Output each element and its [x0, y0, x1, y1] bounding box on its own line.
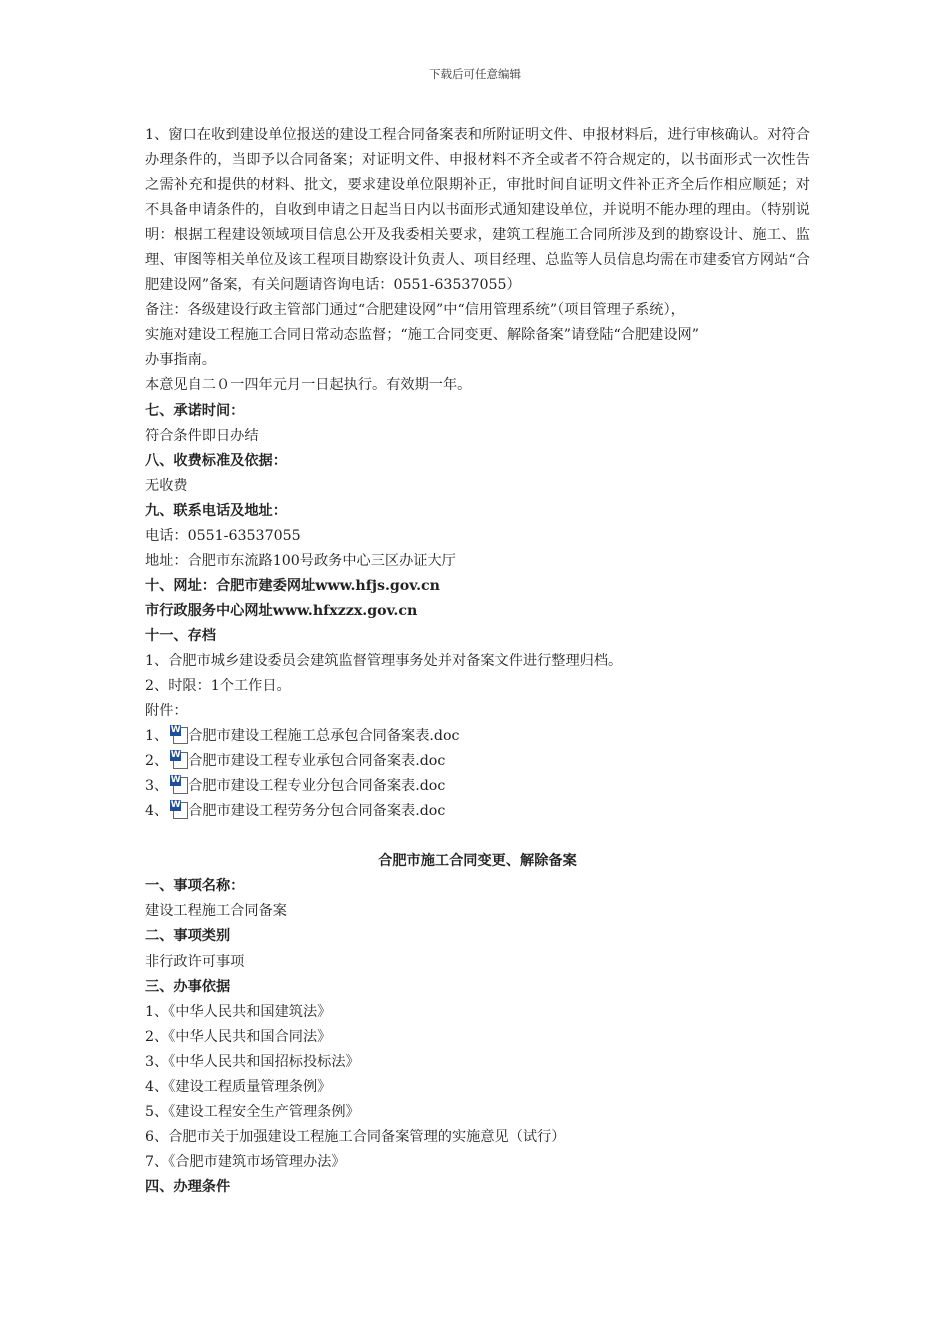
word-doc-icon[interactable]: W: [170, 775, 188, 793]
section-heading: 二、事项类别: [145, 928, 231, 945]
website-line: 十、网址：合肥市建委网址www.hfjs.gov.cn: [145, 577, 440, 594]
attachment-number: 3、: [145, 778, 169, 795]
note-line: 办事指南。: [145, 352, 216, 369]
attachment-number: 4、: [145, 803, 169, 820]
basis-item: 2、《中华人民共和国合同法》: [145, 1028, 332, 1045]
word-doc-icon[interactable]: W: [170, 725, 188, 743]
section-heading: 三、办事依据: [145, 978, 231, 995]
attachment-item[interactable]: [145, 799, 810, 824]
review-procedure-paragraph: 1、窗口在收到建设单位报送的建设工程合同备案表和所附证明文件、申报材料后，进行审核确认。对符合办理条件的，当即予以合同备案；对证明文件、申报材料不齐全或者不符合规定的，以书面形式一次性告之需补充和提供的材料、批文，要求建设单位限期补正，审批时间自证明文件补正齐全后作相应顺延；对不具备申请条件的，自收到申请之日起当日内以书面形式通知建设单位，并说明不能办理的理由。（特别说明：根据工程建设领域项目信息公开及我委相关要求，建筑工程施工合同所涉及到的勘察设计、施工、监理、审图等相关单位及该工程项目勘察设计负责人、项目经理、总监等人员信息均需在市建委官方网站“合肥建设网”备案，有关问题请咨询电话：0551-63537055）: [145, 127, 810, 294]
attachment-filename[interactable]: 合肥市建设工程施工总承包合同备案表.doc: [188, 728, 460, 745]
attachment-item[interactable]: [145, 774, 810, 799]
section-heading: 十一、存档: [145, 627, 216, 644]
section-title: 合肥市施工合同变更、解除备案: [378, 853, 577, 870]
attachment-filename[interactable]: 合肥市建设工程专业分包合同备案表.doc: [188, 778, 446, 795]
section-text: 建设工程施工合同备案: [145, 903, 287, 920]
word-doc-icon[interactable]: W: [170, 800, 188, 818]
section-text: 无收费: [145, 477, 188, 494]
attachment-number: 2、: [145, 753, 169, 770]
archive-item: 1、合肥市城乡建设委员会建筑监督管理事务处并对备案文件进行整理归档。: [145, 652, 623, 669]
section-heading: 一、事项名称：: [145, 878, 245, 895]
attachment-item[interactable]: [145, 749, 810, 774]
spacer: [145, 824, 810, 849]
page-header: 下载后可任意编辑: [429, 67, 521, 81]
contact-address: 地址：合肥市东流路100号政务中心三区办证大厅: [145, 552, 456, 569]
attachments-label: 附件：: [145, 703, 188, 720]
basis-item: 6、合肥市关于加强建设工程施工合同备案管理的实施意见（试行）: [145, 1128, 566, 1145]
contact-phone: 电话：0551-63537055: [145, 527, 301, 544]
basis-item: 3、《中华人民共和国招标投标法》: [145, 1053, 360, 1070]
note-line: 实施对建设工程施工合同日常动态监督；“施工合同变更、解除备案”请登陆“合肥建设网”: [145, 327, 699, 344]
effective-date: 本意见自二０一四年元月一日起执行。有效期一年。: [145, 377, 472, 394]
section-text: 非行政许可事项: [145, 953, 245, 970]
section-heading: 七、承诺时间：: [145, 402, 245, 419]
basis-item: 7、《合肥市建筑市场管理办法》: [145, 1153, 346, 1170]
attachment-filename[interactable]: 合肥市建设工程劳务分包合同备案表.doc: [188, 803, 446, 820]
section-text: 符合条件即日办结: [145, 427, 259, 444]
word-doc-icon[interactable]: W: [170, 750, 188, 768]
attachment-filename[interactable]: 合肥市建设工程专业承包合同备案表.doc: [188, 753, 446, 770]
basis-item: 4、《建设工程质量管理条例》: [145, 1078, 332, 1095]
archive-item: 2、时限：1个工作日。: [145, 678, 291, 695]
basis-item: 1、《中华人民共和国建筑法》: [145, 1003, 332, 1020]
attachment-number: 1、: [145, 728, 169, 745]
section-heading: 四、办理条件: [145, 1178, 231, 1195]
section-heading: 九、联系电话及地址：: [145, 502, 287, 519]
section-heading: 八、收费标准及依据：: [145, 452, 287, 469]
attachment-item[interactable]: [145, 724, 810, 749]
document-body: [145, 123, 810, 1200]
note-line: 备注：各级建设行政主管部门通过“合肥建设网”中“信用管理系统”（项目管理子系统），: [145, 302, 685, 319]
website-line: 市行政服务中心网址www.hfxzzx.gov.cn: [145, 602, 418, 619]
basis-item: 5、《建设工程安全生产管理条例》: [145, 1103, 360, 1120]
